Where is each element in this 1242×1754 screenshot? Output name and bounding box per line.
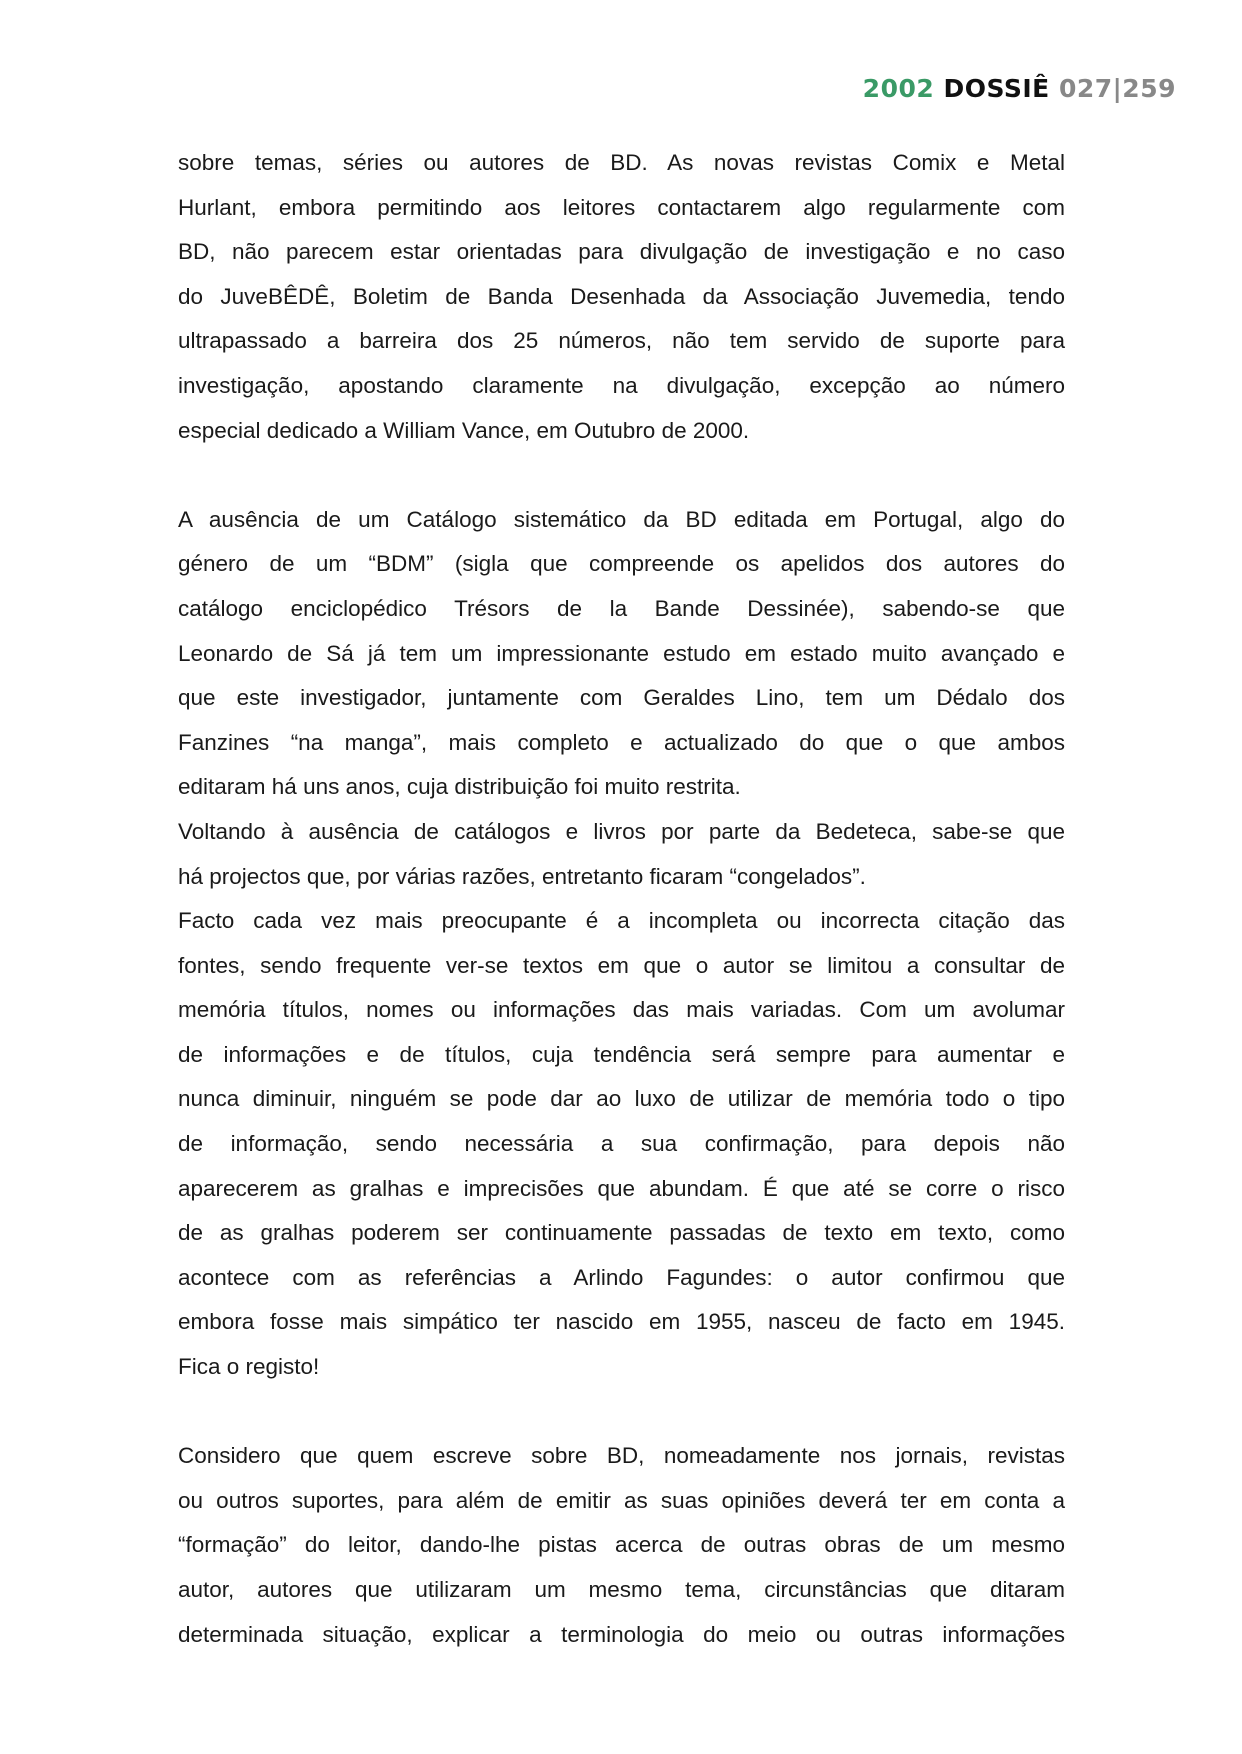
text-line: sobre temas, séries ou autores de BD. As novas revistas Comix e Metal xyxy=(178,150,1065,175)
text-line: A ausência de um Catálogo sistemático da BD editada em Portugal, algo do xyxy=(178,506,1065,532)
text-line: nunca diminuir, ninguém se pode dar ao luxo de utilizar de memória todo o tipo xyxy=(178,1086,1065,1112)
text-line: autor, autores que utilizaram um mesmo tema, circunstâncias que ditaram xyxy=(178,1577,1065,1602)
paragraph xyxy=(178,141,1065,453)
text-line: ultrapassado a barreira dos 25 números, não tem servido de suporte para xyxy=(178,328,1065,354)
text-line: há projectos que, por várias razões, entretanto ficaram “congelados”. xyxy=(178,863,866,889)
text-line: Leonardo de Sá já tem um impressionante estudo em estado muito avançado e xyxy=(178,640,1065,666)
paragraph xyxy=(178,899,1065,1390)
text-line: investigação, apostando claramente na divulgação, excepção ao número xyxy=(178,372,1065,398)
text-line: Voltando à ausência de catálogos e livros por parte da Bedeteca, sabe-se que xyxy=(178,818,1065,844)
text-line: ou outros suportes, para além de emitir as suas opiniões deverá ter em conta a xyxy=(178,1487,1065,1513)
header-page-number: 027|259 xyxy=(1058,74,1176,103)
text-line: Fica o registo! xyxy=(178,1354,320,1380)
text-line: catálogo enciclopédico Trésors de la Bande Dessinée), sabendo-se que xyxy=(178,595,1065,621)
header-year: 2002 xyxy=(862,74,935,103)
text-line: do JuveBÊDÊ, Boletim de Banda Desenhada da Associação Juvemedia, tendo xyxy=(178,283,1065,309)
text-line: Considero que quem escreve sobre BD, nomeadamente nos jornais, revistas xyxy=(178,1443,1065,1469)
text-line: determinada situação, explicar a terminologia do meio ou outras informações xyxy=(178,1621,1065,1647)
text-line: de as gralhas poderem ser continuamente passadas de texto em texto, como xyxy=(178,1220,1065,1246)
text-line: de informação, sendo necessária a sua confirmação, para depois não xyxy=(178,1131,1065,1157)
text-line: “formação” do leitor, dando-lhe pistas acerca de outras obras de um mesmo xyxy=(178,1532,1065,1558)
paragraph xyxy=(178,498,1065,810)
header-title: DOSSIÊ xyxy=(943,74,1050,103)
text-line: Facto cada vez mais preocupante é a incompleta ou incorrecta citação das xyxy=(178,908,1065,934)
text-line: que este investigador, juntamente com Geraldes Lino, tem um Dédalo dos xyxy=(178,685,1065,711)
paragraph xyxy=(178,810,1065,899)
text-line: género de um “BDM” (sigla que compreende os apelidos dos autores do xyxy=(178,551,1065,577)
text-line: aparecerem as gralhas e imprecisões que abundam. É que até se corre o risco xyxy=(178,1175,1065,1201)
text-line: de informações e de títulos, cuja tendência será sempre para aumentar e xyxy=(178,1041,1065,1067)
text-line: editaram há uns anos, cuja distribuição foi muito restrita. xyxy=(178,774,741,800)
text-line: especial dedicado a William Vance, em Outubro de 2000. xyxy=(178,417,750,443)
text-line: Hurlant, embora permitindo aos leitores contactarem algo regularmente com xyxy=(178,194,1065,220)
paragraph-spacer xyxy=(178,1390,1065,1435)
text-line: Fanzines “na manga”, mais completo e actualizado do que o que ambos xyxy=(178,729,1065,755)
page-header xyxy=(863,74,1176,103)
paragraph-spacer xyxy=(178,453,1065,498)
text-line: fontes, sendo frequente ver-se textos em que o autor se limitou a consultar de xyxy=(178,952,1065,978)
document-body xyxy=(178,141,1065,1657)
paragraph xyxy=(178,1434,1065,1657)
text-line: embora fosse mais simpático ter nascido em 1955, nasceu de facto em 1945. xyxy=(178,1309,1065,1335)
text-line: memória títulos, nomes ou informações das mais variadas. Com um avolumar xyxy=(178,997,1065,1023)
text-line: acontece com as referências a Arlindo Fagundes: o autor confirmou que xyxy=(178,1264,1065,1290)
text-line: BD, não parecem estar orientadas para divulgação de investigação e no caso xyxy=(178,239,1065,265)
